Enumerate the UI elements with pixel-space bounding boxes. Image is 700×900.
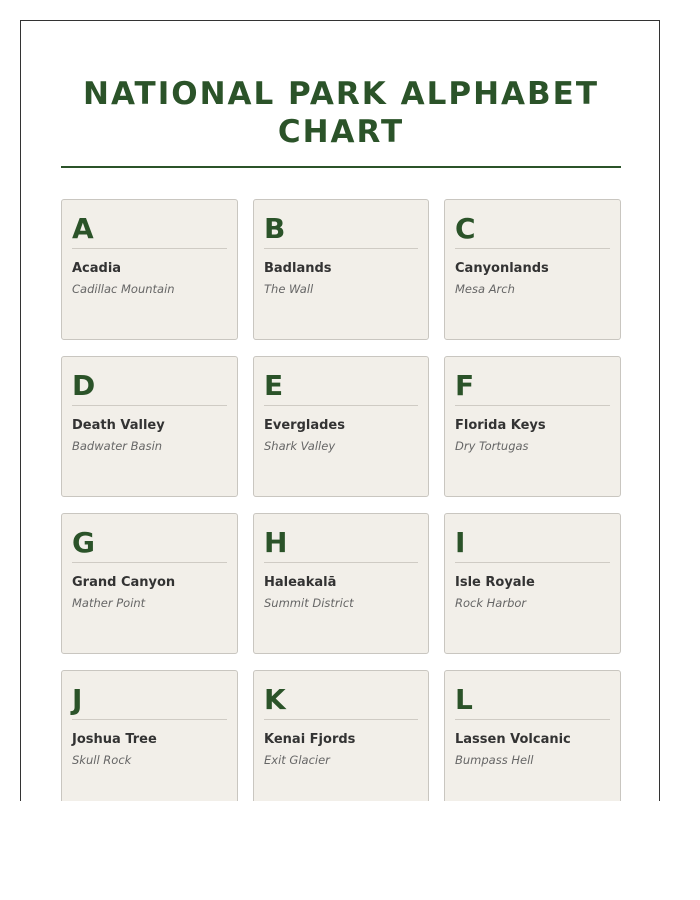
page-title: NATIONAL PARK ALPHABET CHART [83,76,599,150]
park-landmark: Rock Harbor [455,596,527,610]
park-landmark: Bumpass Hell [455,753,534,767]
park-name: Joshua Tree [72,732,157,747]
park-name: Death Valley [72,418,165,433]
park-name: Grand Canyon [72,575,176,590]
park-landmark: Shark Valley [264,439,336,453]
park-landmark: The Wall [264,282,314,296]
park-card-e [253,356,429,497]
park-card-l [444,670,621,801]
card-letter: A [72,212,227,249]
park-name: Lassen Volcanic [455,732,571,747]
card-letter: F [455,369,610,406]
park-card-g [61,513,238,654]
chart-sheet [20,20,660,801]
park-landmark: Mather Point [72,596,146,610]
park-landmark: Skull Rock [72,753,132,767]
card-letter: K [264,683,418,720]
park-name: Canyonlands [455,261,549,276]
park-card-h [253,513,429,654]
park-name: Everglades [264,418,345,433]
park-card-d [61,356,238,497]
park-card-a [61,199,238,340]
park-name: Acadia [72,261,122,276]
card-letter: B [264,212,418,249]
park-name: Badlands [264,261,332,276]
card-letter: C [455,212,610,249]
park-card-i [444,513,621,654]
park-card-b [253,199,429,340]
park-name: Kenai Fjords [264,732,356,747]
park-card-k [253,670,429,801]
park-landmark: Cadillac Mountain [72,282,175,296]
card-letter: E [264,369,418,406]
park-landmark: Dry Tortugas [455,439,529,453]
park-name: Isle Royale [455,575,535,590]
park-name: Haleakalā [264,575,337,590]
park-name: Florida Keys [455,418,546,433]
card-letter: G [72,526,227,563]
park-landmark: Mesa Arch [455,282,515,296]
card-letter: I [455,526,610,563]
card-letter: H [264,526,418,563]
park-card-f [444,356,621,497]
title-divider [61,166,621,168]
park-landmark: Summit District [264,596,354,610]
card-letter: D [72,369,227,406]
card-letter: J [72,683,227,720]
park-card-j [61,670,238,801]
card-letter: L [455,683,610,720]
park-landmark: Badwater Basin [72,439,163,453]
park-landmark: Exit Glacier [264,753,330,767]
alphabet-grid [61,199,621,801]
park-card-c [444,199,621,340]
